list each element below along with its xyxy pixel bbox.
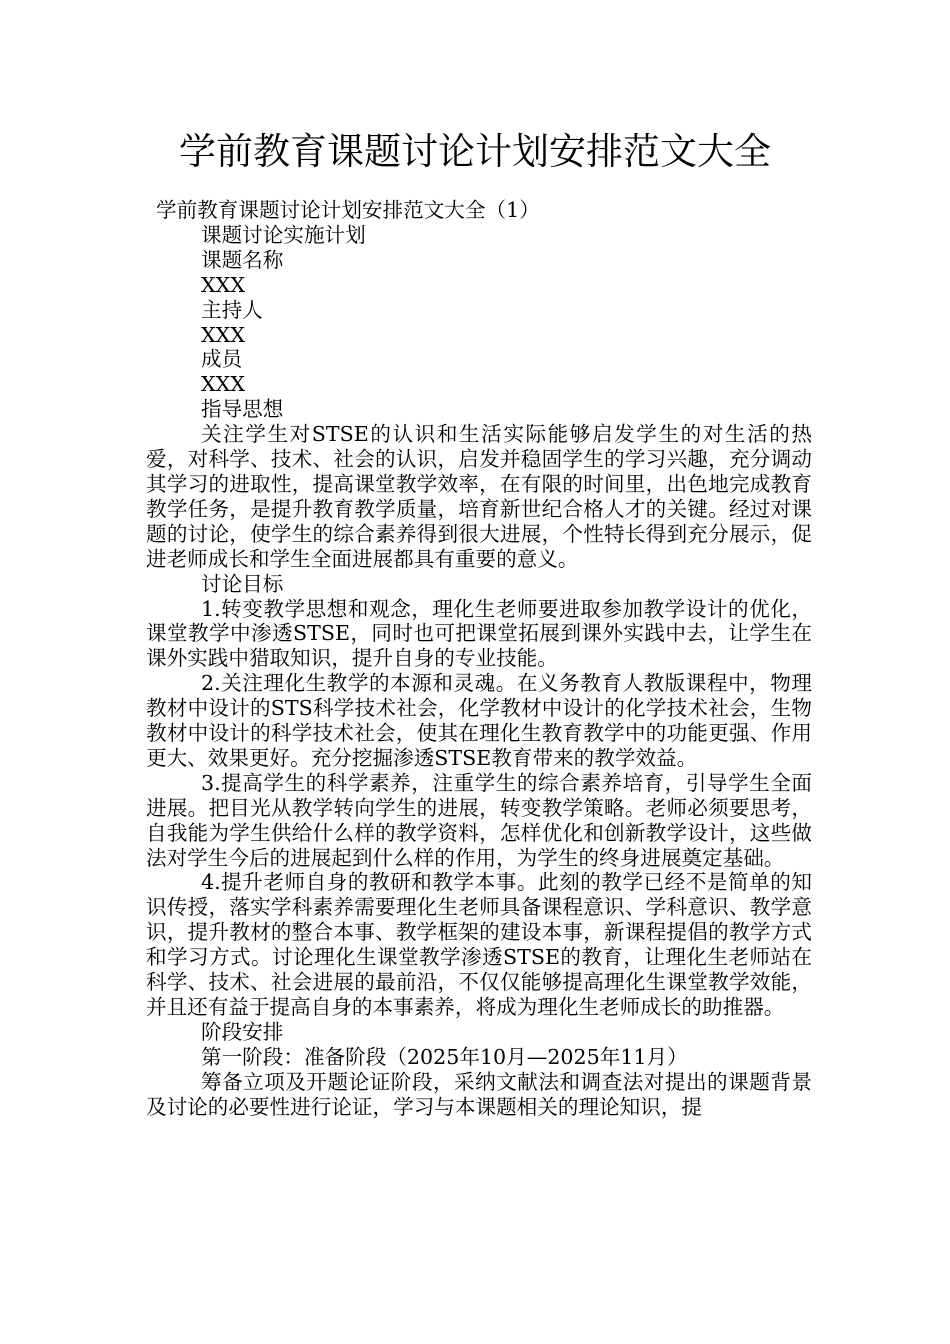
guiding-paragraph: 关注学生对STSE的认识和生活实际能够启发学生的对生活的热爱，对科学、技术、社会的认识，启发并稳固学生的学习兴趣，充分调动其学习的进取性，提高课堂教学效率，在有限的时间里，出色地完成教育教学任务，是提升教育教学质量，培育新世纪合格人才的关键。经过对课题的讨论，使学生的综合素养得到很大进展，个性特长得到充分展示，促进老师成长和学生全面进展都具有重要的意义。 [146, 422, 812, 571]
goal-paragraph-4: 4.提升老师自身的教研和教学本事。此刻的教学已经不是简单的知识传授，落实学科素养需要理化生老师具备课程意识、学科意识、教学意识，提升教材的整合本事、教学框架的建设本事，新课程提倡的教学方式和学习方式。讨论理化生课堂教学渗透STSE的教育，让理化生老师站在科学、技术、社会进展的最前沿，不仅仅能够提高理化生课堂教学效能，并且还有益于提高自身的本事素养，将成为理化生老师成长的助推器。 [146, 870, 812, 1019]
document-title: 学前教育课题讨论计划安排范文大全 [179, 130, 771, 173]
members-value: XXX [201, 372, 245, 397]
plan-heading: 课题讨论实施计划 [201, 222, 366, 247]
document-body [146, 198, 812, 1120]
goal-paragraph-2: 2.关注理化生教学的本源和灵魂。在义务教育人教版课程中，物理教材中设计的STS科学技术社会，化学教材中设计的化学技术社会，生物教材中设计的科学技术社会，使其在理化生教育教学中的功能更强、作用更大、效果更好。充分挖掘渗透STSE教育带来的教学效益。 [146, 671, 812, 770]
document-subtitle: 学前教育课题讨论计划安排范文大全（1） [156, 198, 540, 222]
goal-paragraph-3: 3.提高学生的科学素养，注重学生的综合素养培育，引导学生全面进展。把目光从教学转向学生的进展，转变教学策略。老师必须要思考，自我能为学生供给什么样的教学资料，怎样优化和创新教学设计，这些做法对学生今后的进展起到什么样的作用，为学生的终身进展奠定基础。 [146, 770, 812, 870]
stage-1-paragraph: 筹备立项及开题论证阶段，采纳文献法和调查法对提出的课题背景及讨论的必要性进行论证，学习与本课题相关的理论知识，提 [146, 1069, 812, 1119]
goals-heading: 讨论目标 [201, 571, 284, 596]
host-label: 主持人 [201, 297, 263, 322]
topic-name-value: XXX [201, 272, 245, 297]
members-label: 成员 [201, 347, 243, 372]
guiding-heading: 指导思想 [201, 397, 284, 422]
stage-1-heading: 第一阶段：准备阶段（2025年10月—2025年11月） [201, 1044, 688, 1069]
topic-name-label: 课题名称 [201, 247, 284, 272]
goal-paragraph-1: 1.转变教学思想和观念，理化生老师要进取参加教学设计的优化，课堂教学中渗透STSE，同时也可把课堂拓展到课外实践中去，让学生在课外实践中猎取知识，提升自身的专业技能。 [146, 596, 812, 671]
stages-heading: 阶段安排 [201, 1019, 284, 1044]
host-value: XXX [201, 322, 245, 347]
